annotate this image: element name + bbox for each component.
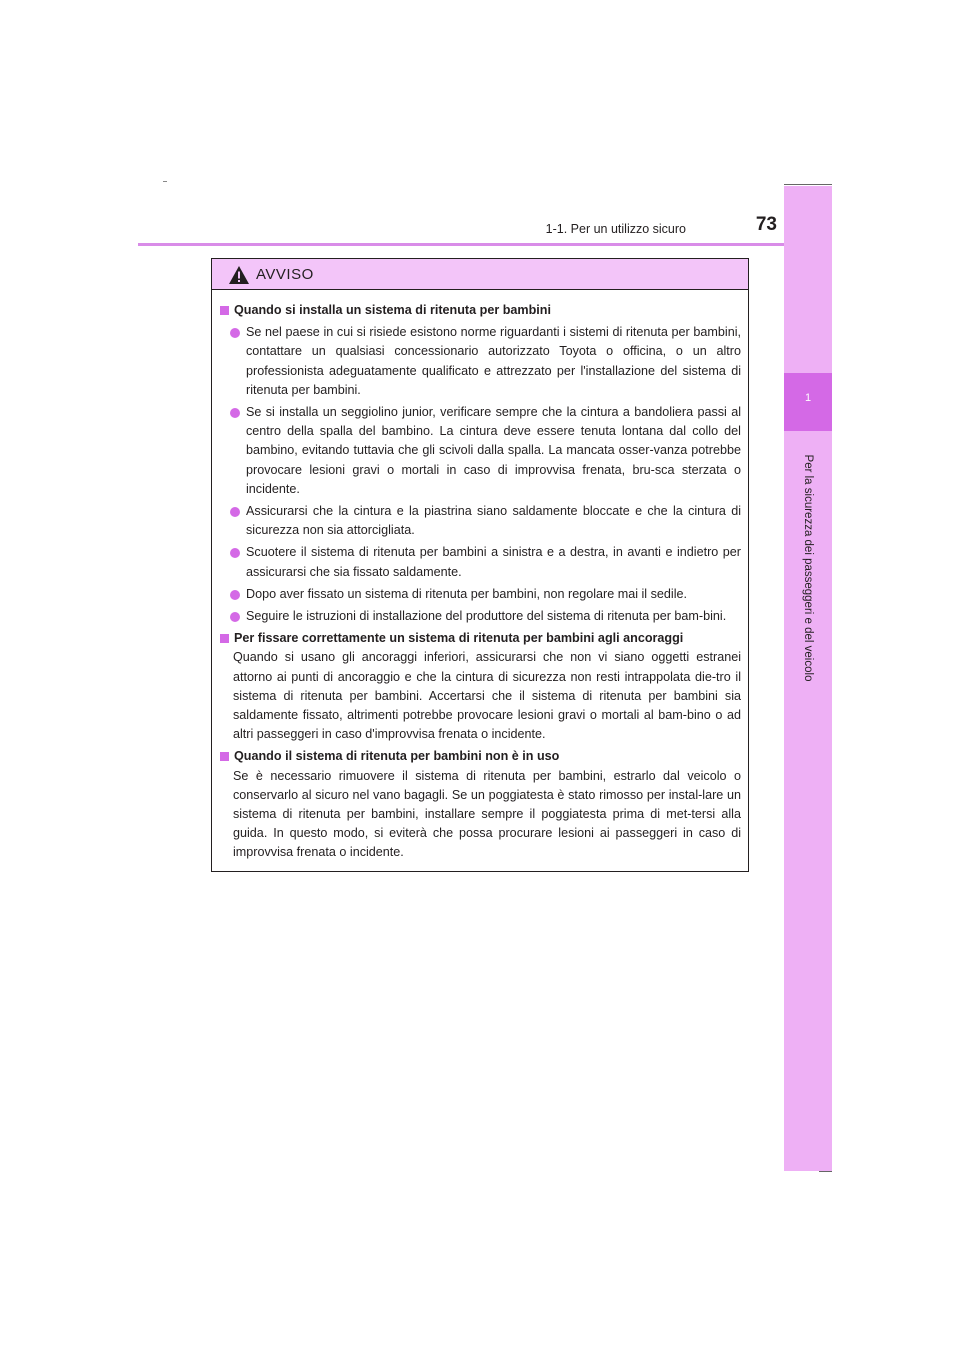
section-title: 1-1. Per un utilizzo sicuro [545, 222, 686, 236]
list-item: Assicurarsi che la cintura e la piastrina siano saldamente bloccate e che la cintura di sicurezza non sia attorcigliata. [220, 502, 741, 540]
circle-bullet-icon [230, 507, 240, 517]
sidebar-top-rule [784, 184, 832, 185]
sidebar-bottom-rule [819, 1171, 832, 1172]
header-rule [138, 243, 832, 246]
section-heading: Quando il sistema di ritenuta per bambini non è in uso [220, 747, 741, 766]
circle-bullet-icon [230, 328, 240, 338]
warning-section [220, 301, 741, 626]
circle-bullet-icon [230, 590, 240, 600]
warning-header [212, 259, 748, 290]
list-item: Se si installa un seggiolino junior, verificare sempre che la cintura a bandoliera passi al centro della spalla del bambino. La cintura deve essere tenuta lontana dal collo del bambino, evitando tuttavia che gli scivoli dalla spalla. La mancata osser-vanza potrebbe provocare lesioni gravi o mortali in caso di improvvisa frenata, bru-sca sterzata o incidente. [220, 403, 741, 499]
page-number: 73 [755, 214, 777, 235]
square-bullet-icon [220, 306, 229, 315]
warning-title: AVVISO [256, 265, 314, 283]
list-item: Dopo aver fissato un sistema di ritenuta per bambini, non regolare mai il sedile. [220, 585, 741, 604]
warning-section [220, 629, 741, 744]
chapter-label: Per la sicurezza dei passeggeri e del veicolo [802, 454, 814, 682]
warning-box [211, 258, 749, 872]
circle-bullet-icon [230, 408, 240, 418]
square-bullet-icon [220, 634, 229, 643]
section-heading: Per fissare correttamente un sistema di ritenuta per bambini agli ancoraggi [220, 629, 741, 648]
list-item: Scuotere il sistema di ritenuta per bambini a sinistra e a destra, in avanti e indietro per assicurarsi che sia fissato saldamente. [220, 543, 741, 581]
section-paragraph: Se è necessario rimuovere il sistema di ritenuta per bambini, estrarlo dal veicolo o conservarlo al sicuro nel vano bagagli. Se un poggiatesta è stato rimosso per instal-lare un sistema di ritenuta per bambini, installare sempre il poggiatesta prima di met-tersi alla guida. In questo modo, si eviterà che possa procurare lesioni ai passeggeri in caso di improvvisa frenata o incidente. [233, 768, 741, 860]
list-item: Seguire le istruzioni di installazione del produttore del sistema di ritenuta per bam-bini. [220, 607, 741, 626]
circle-bullet-icon [230, 548, 240, 558]
chapter-number: 1 [804, 392, 812, 404]
crop-mark [163, 181, 167, 182]
list-item: Se nel paese in cui si risiede esistono norme riguardanti i sistemi di ritenuta per bambini, contattare un qualsiasi concessionario autorizzato Toyota o officina, o un altro professionista adeguatamente qualificato e attrezzato per l'installazione del sistema di ritenuta per bambini. [220, 323, 741, 400]
circle-bullet-icon [230, 612, 240, 622]
warning-section [220, 747, 741, 862]
section-paragraph: Quando si usano gli ancoraggi inferiori, assicurarsi che non vi siano oggetti estranei attorno ai punti di ancoraggio e che la cintura di sicurezza non resti intrappolata die-tro il sistema di ritenuta per bambini. Accertarsi che il sistema di ritenuta per bambini sia saldamente fissato, altrimenti potrebbe provocare lesioni gravi o mortali al bam-bino o ad altri passeggeri in caso d'improvvisa frenata o incidente. [233, 650, 741, 742]
warning-triangle-icon [228, 265, 250, 285]
warning-body [212, 290, 748, 863]
section-heading: Quando si installa un sistema di ritenuta per bambini [220, 301, 741, 320]
square-bullet-icon [220, 752, 229, 761]
